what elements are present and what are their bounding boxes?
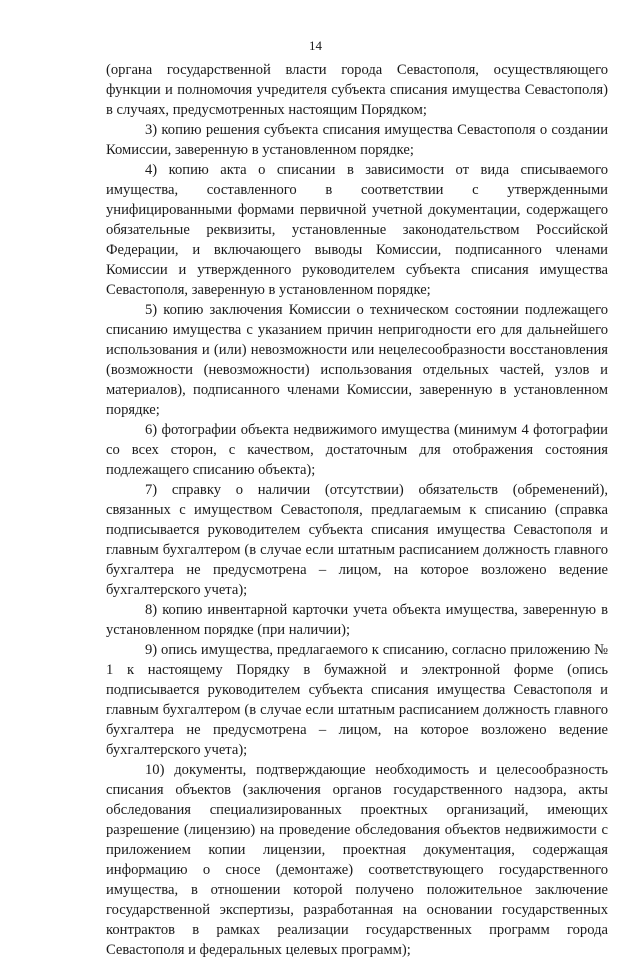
paragraph-item-8: 8) копию инвентарной карточки учета объекта имущества, заверенную в установленном порядке (при наличии); [106, 602, 608, 638]
paragraph-item-5: 5) копию заключения Комиссии о техническом состоянии подлежащего списанию имущества с указанием причин непригодности его для дальнейшего использования и (или) невозможности или нецелесообразности восстановления (возможности (невозможности) использования отдельных частей, узлов и материалов), подписанного членами Комиссии, заверенную в установленном порядке; [106, 302, 608, 418]
paragraph-continuation: (органа государственной власти города Севастополя, осуществляющего функции и полномочия учредителя субъекта списания имущества Севастополя) в случаях, предусмотренных настоящим Порядком; [106, 62, 608, 118]
paragraph-item-7: 7) справку о наличии (отсутствии) обязательств (обременений), связанных с имуществом Севастополя, предлагаемым к списанию (справка подписывается руководителем субъекта списания имущества Севастополя и главным бухгалтером (в случае если штатным расписанием должность главного бухгалтера не предусмотрена – лицом, на которое возложено ведение бухгалтерского учета); [106, 482, 608, 598]
document-body [106, 60, 608, 960]
paragraph-item-4: 4) копию акта о списании в зависимости от вида списываемого имущества, составленного в соответствии с утвержденными унифицированными формами первичной учетной документации, содержащего обязательные реквизиты, установленные законодательством Российской Федерации, и включающего выводы Комиссии, подписанного членами Комиссии и утвержденного руководителем субъекта списания имущества Севастополя, заверенную в установленном порядке; [106, 162, 608, 298]
paragraph-item-6: 6) фотографии объекта недвижимого имущества (минимум 4 фотографии со всех сторон, с качеством, достаточным для отображения состояния подлежащего списанию объекта); [106, 422, 608, 478]
page-number: 14 [309, 38, 322, 53]
paragraph-item-10: 10) документы, подтверждающие необходимость и целесообразность списания объектов (заключения органов государственного надзора, акты обследования специализированных проектных организаций, имеющих разрешение (лицензию) на проведение обследования объектов недвижимости с приложением копии лицензии, проектная документация, содержащая информацию о сносе (демонтаже) соответствующего государственного имущества, в отношении которой получено положительное заключение государственной экспертизы, разработанная на основании государственных контрактов в рамках реализации государственных программ города Севастополя и федеральных целевых программ); [106, 762, 608, 958]
paragraph-item-9: 9) опись имущества, предлагаемого к списанию, согласно приложению № 1 к настоящему Порядку в бумажной и электронной форме (опись подписывается руководителем субъекта списания имущества Севастополя и главным бухгалтером (в случае если штатным расписанием должность главного бухгалтера не предусмотрена – лицом, на которое возложено ведение бухгалтерского учета); [106, 642, 608, 758]
paragraph-item-3: 3) копию решения субъекта списания имущества Севастополя о создании Комиссии, заверенную в установленном порядке; [106, 122, 608, 158]
